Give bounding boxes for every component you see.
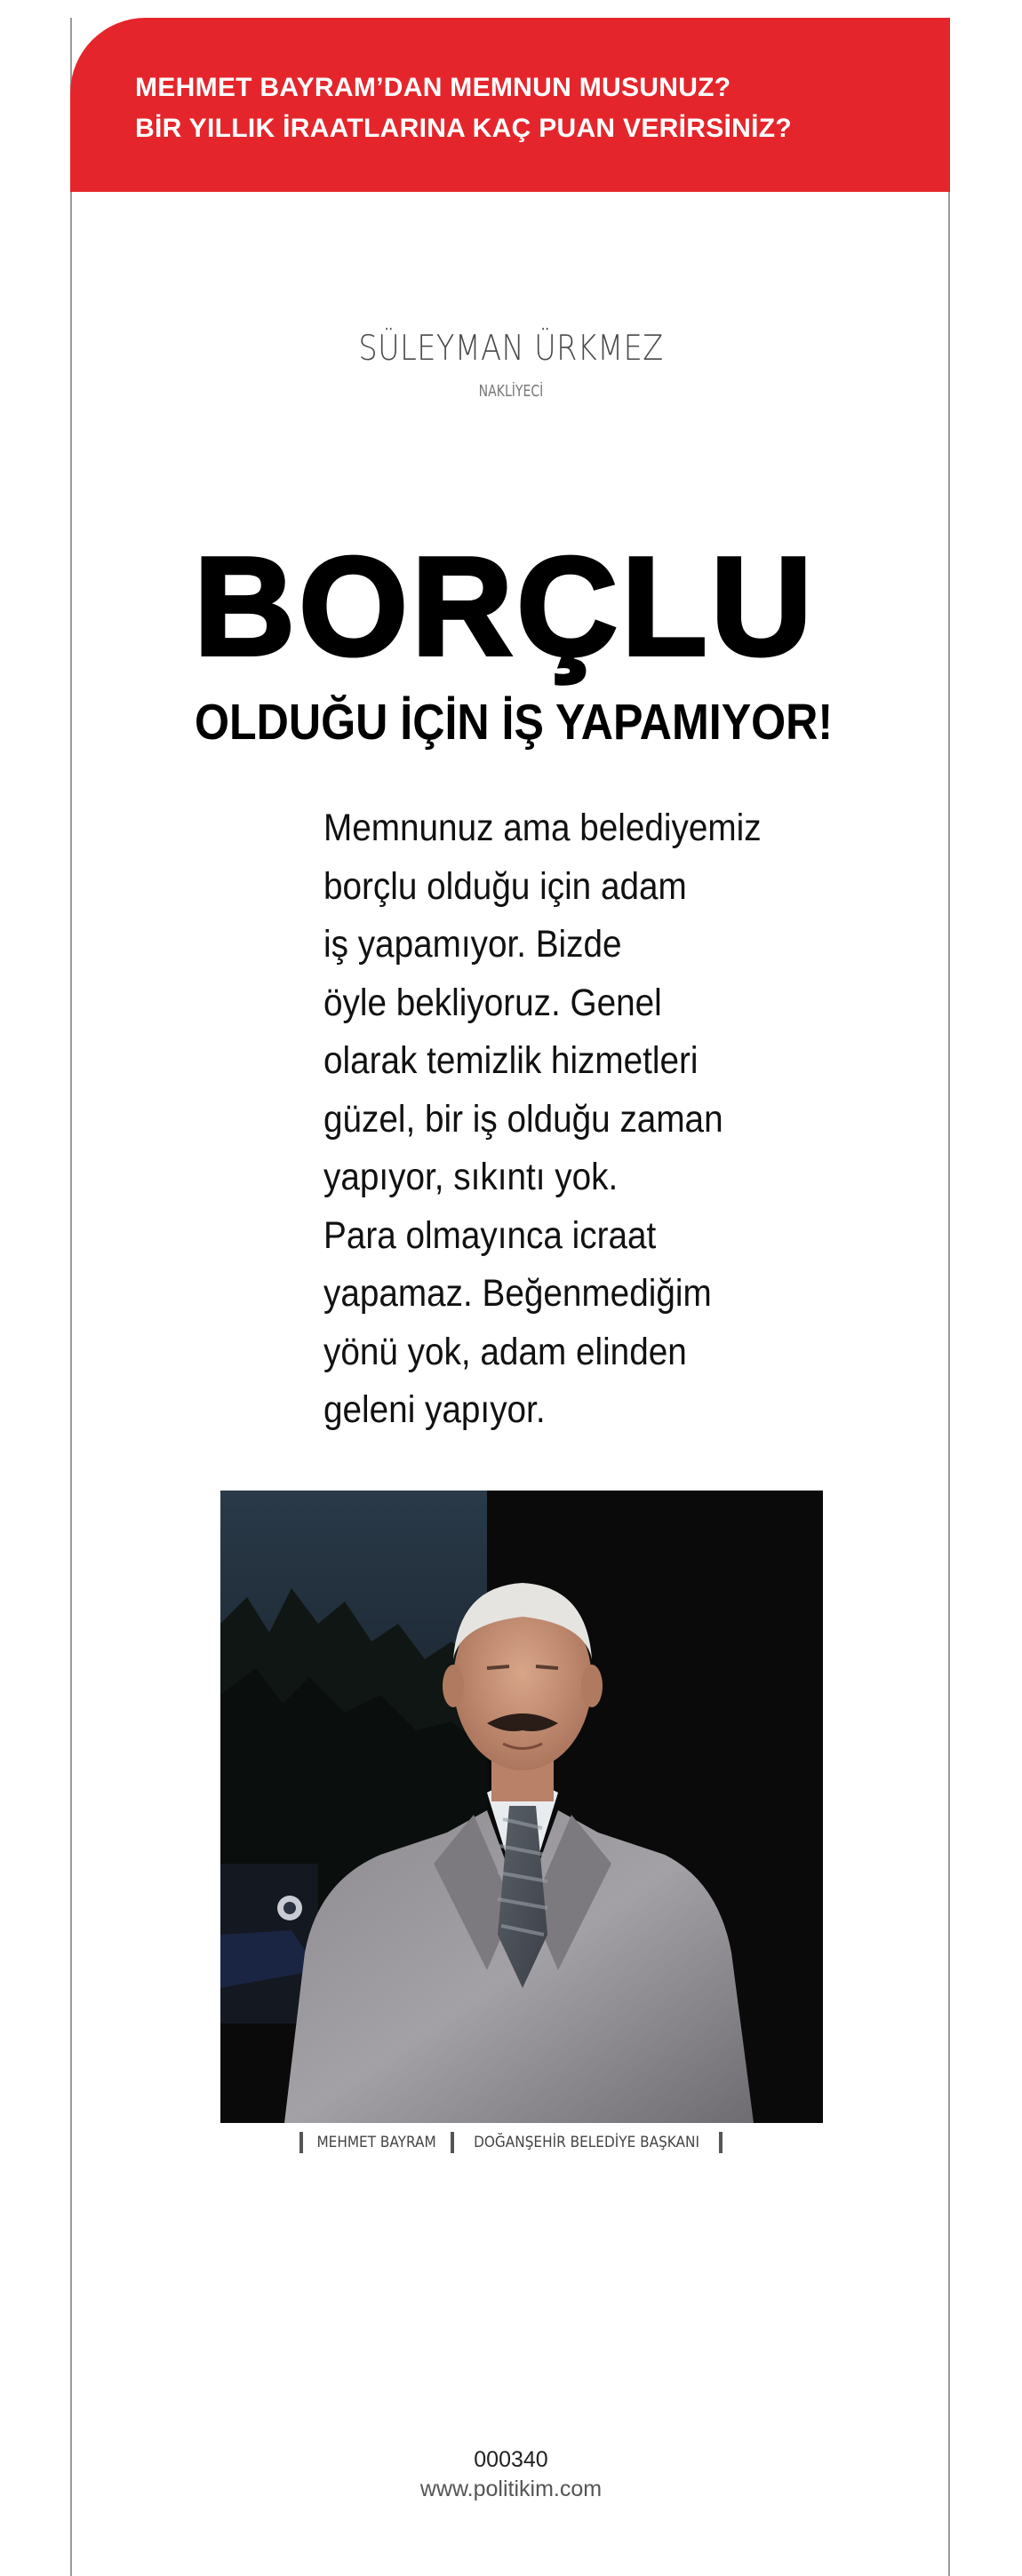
body-line: borçlu olduğu için adam	[323, 864, 687, 908]
body-line: olarak temizlik hizmetleri	[323, 1039, 699, 1082]
header-question-2: BİR YILLIK İRAATLARINA KAÇ PUAN VERİRSİNİZ?	[135, 114, 793, 143]
mayor-portrait-illustration	[220, 1491, 823, 2123]
caption-separator	[719, 2132, 723, 2153]
interview-body	[323, 799, 821, 1440]
body-line: yapıyor, sıkıntı yok.	[323, 1156, 619, 1198]
interviewee-name: SÜLEYMAN ÜRKMEZ	[358, 329, 664, 369]
caption-separator	[299, 2132, 303, 2153]
photo-caption	[0, 2129, 1022, 2156]
mayor-photo	[220, 1491, 823, 2123]
body-line: öyle bekliyoruz. Genel	[323, 981, 662, 1024]
header-banner	[70, 18, 950, 192]
interviewee-occupation: NAKLİYECİ	[478, 382, 544, 401]
header-question-1: MEHMET BAYRAM’DAN MEMNUN MUSUNUZ?	[135, 73, 731, 102]
body-line: yönü yok, adam elinden	[323, 1330, 687, 1373]
body-line: yapamaz. Beğenmediğim	[323, 1272, 712, 1315]
body-line: güzel, bir iş olduğu zaman	[323, 1097, 723, 1141]
body-line: geleni yapıyor.	[323, 1388, 546, 1431]
body-line: Para olmayınca icraat	[323, 1213, 657, 1257]
caption-separator	[451, 2132, 454, 2153]
footer-url: www.politikim.com	[419, 2477, 603, 2501]
body-line: Memnunuz ama belediyemiz	[323, 807, 762, 849]
headline-sub: OLDUĞU İÇİN İŞ YAPAMIYOR!	[195, 694, 834, 751]
body-line: iş yapamıyor. Bizde	[323, 923, 622, 966]
footer-code: 000340	[474, 2447, 548, 2472]
caption-person-title: DOĞANŞEHİR BELEDİYE BAŞKANI	[473, 2134, 699, 2151]
headline-main: BORÇLU	[194, 529, 816, 685]
caption-person-name: MEHMET BAYRAM	[316, 2134, 437, 2151]
